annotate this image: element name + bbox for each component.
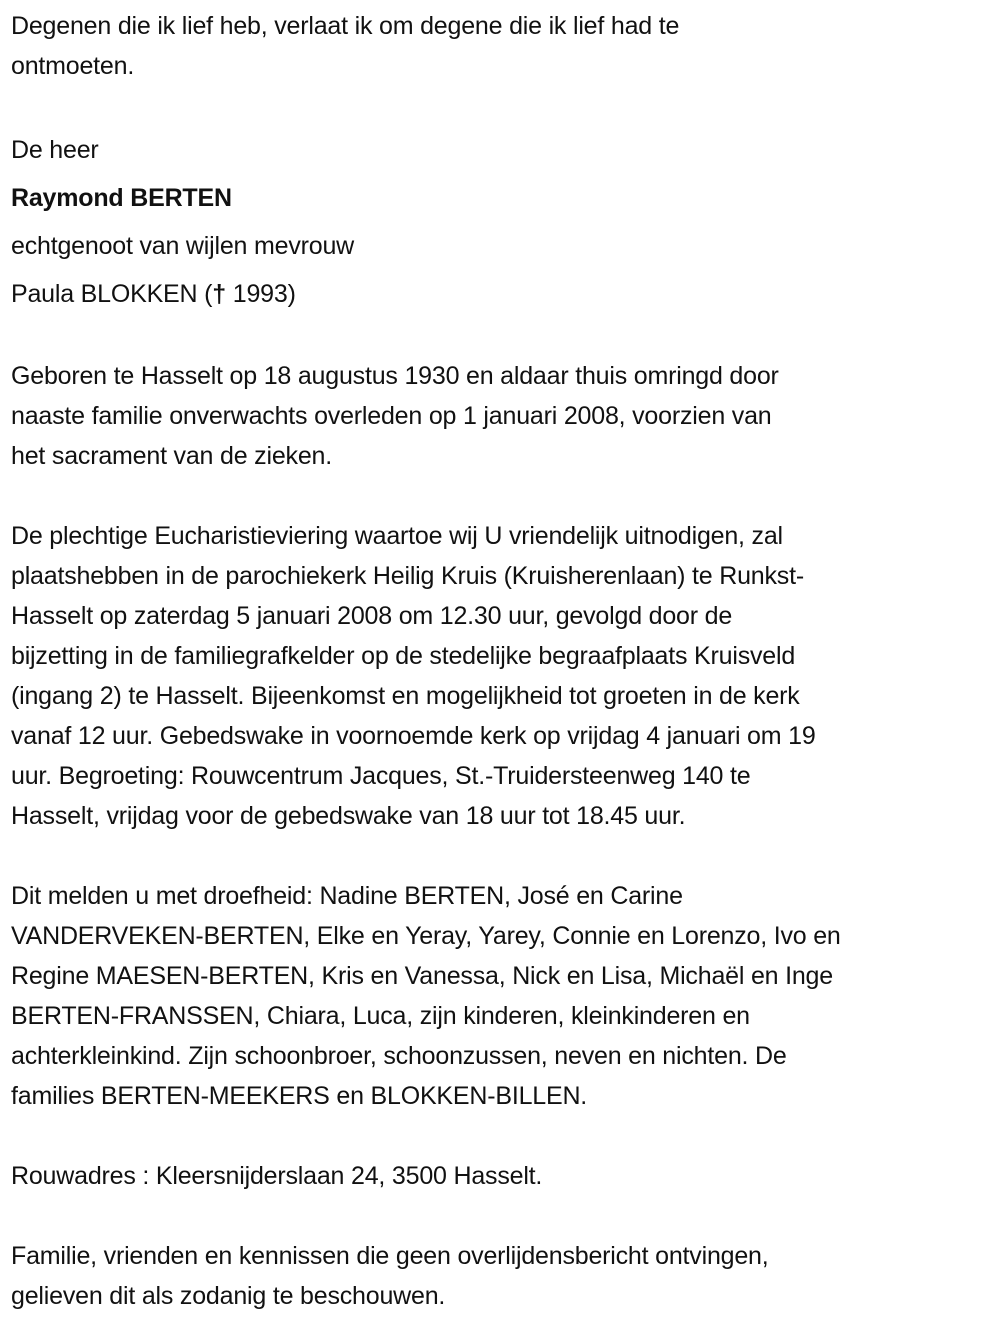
paragraph-gap bbox=[11, 86, 996, 126]
deceased-name: Raymond BERTEN bbox=[11, 184, 232, 212]
birth-death-paragraph bbox=[11, 356, 996, 476]
motto-line: ontmoeten. bbox=[11, 52, 135, 80]
birth-death-line: Geboren te Hasselt op 18 augustus 1930 en aldaar thuis omringd door bbox=[11, 362, 779, 390]
ceremony-paragraph bbox=[11, 516, 996, 836]
deceased-title: De heer bbox=[11, 136, 99, 164]
motto-line: Degenen die ik lief heb, verlaat ik om degene die ik lief had te bbox=[11, 12, 680, 40]
paragraph-gap bbox=[11, 318, 996, 356]
ceremony-line: Hasselt, vrijdag voor de gebedswake van 18 uur tot 18.45 uur. bbox=[11, 802, 686, 830]
closing-paragraph bbox=[11, 1236, 996, 1316]
family-line: families BERTEN-MEEKERS en BLOKKEN-BILLEN. bbox=[11, 1082, 588, 1110]
family-line: BERTEN-FRANSSEN, Chiara, Luca, zijn kinderen, kleinkinderen en bbox=[11, 1002, 750, 1030]
closing-line: gelieven dit als zodanig te beschouwen. bbox=[11, 1282, 446, 1310]
ceremony-line: vanaf 12 uur. Gebedswake in voornoemde kerk op vrijdag 4 januari om 19 bbox=[11, 722, 816, 750]
family-line: Dit melden u met droefheid: Nadine BERTEN, José en Carine bbox=[11, 882, 683, 910]
deceased-relation: echtgenoot van wijlen mevrouw bbox=[11, 232, 355, 260]
motto-paragraph bbox=[11, 6, 996, 86]
deceased-block bbox=[11, 126, 996, 318]
ceremony-line: uur. Begroeting: Rouwcentrum Jacques, St.-Truidersteenweg 140 te bbox=[11, 762, 751, 790]
family-line: VANDERVEKEN-BERTEN, Elke en Yeray, Yarey, Connie en Lorenzo, Ivo en bbox=[11, 922, 841, 950]
mourning-address: Rouwadres : Kleersnijderslaan 24, 3500 Hasselt. bbox=[11, 1162, 543, 1190]
ceremony-line: plaatshebben in de parochiekerk Heilig Kruis (Kruisherenlaan) te Runkst- bbox=[11, 562, 804, 590]
paragraph-gap bbox=[11, 1196, 996, 1236]
paragraph-gap bbox=[11, 1116, 996, 1156]
family-line: Regine MAESEN-BERTEN, Kris en Vanessa, Nick en Lisa, Michaël en Inge bbox=[11, 962, 833, 990]
ceremony-line: Hasselt op zaterdag 5 januari 2008 om 12.30 uur, gevolgd door de bbox=[11, 602, 733, 630]
ceremony-line: De plechtige Eucharistieviering waartoe wij U vriendelijk uitnodigen, zal bbox=[11, 522, 783, 550]
birth-death-line: het sacrament van de zieken. bbox=[11, 442, 332, 470]
spouse-line: Paula BLOKKEN († 1993) bbox=[11, 270, 996, 318]
cross-icon: † bbox=[212, 280, 226, 308]
paragraph-gap bbox=[11, 476, 996, 516]
obituary-document bbox=[11, 6, 996, 1316]
address-paragraph bbox=[11, 1156, 996, 1196]
family-line: achterkleinkind. Zijn schoonbroer, schoonzussen, neven en nichten. De bbox=[11, 1042, 787, 1070]
birth-death-line: naaste familie onverwachts overleden op 1 januari 2008, voorzien van bbox=[11, 402, 772, 430]
ceremony-line: (ingang 2) te Hasselt. Bijeenkomst en mogelijkheid tot groeten in de kerk bbox=[11, 682, 800, 710]
family-paragraph bbox=[11, 876, 996, 1116]
spouse-name: Paula BLOKKEN bbox=[11, 280, 198, 308]
paragraph-gap bbox=[11, 836, 996, 876]
spouse-death-year: 1993 bbox=[232, 280, 288, 308]
closing-line: Familie, vrienden en kennissen die geen overlijdensbericht ontvingen, bbox=[11, 1242, 769, 1270]
ceremony-line: bijzetting in de familiegrafkelder op de stedelijke begraafplaats Kruisveld bbox=[11, 642, 796, 670]
